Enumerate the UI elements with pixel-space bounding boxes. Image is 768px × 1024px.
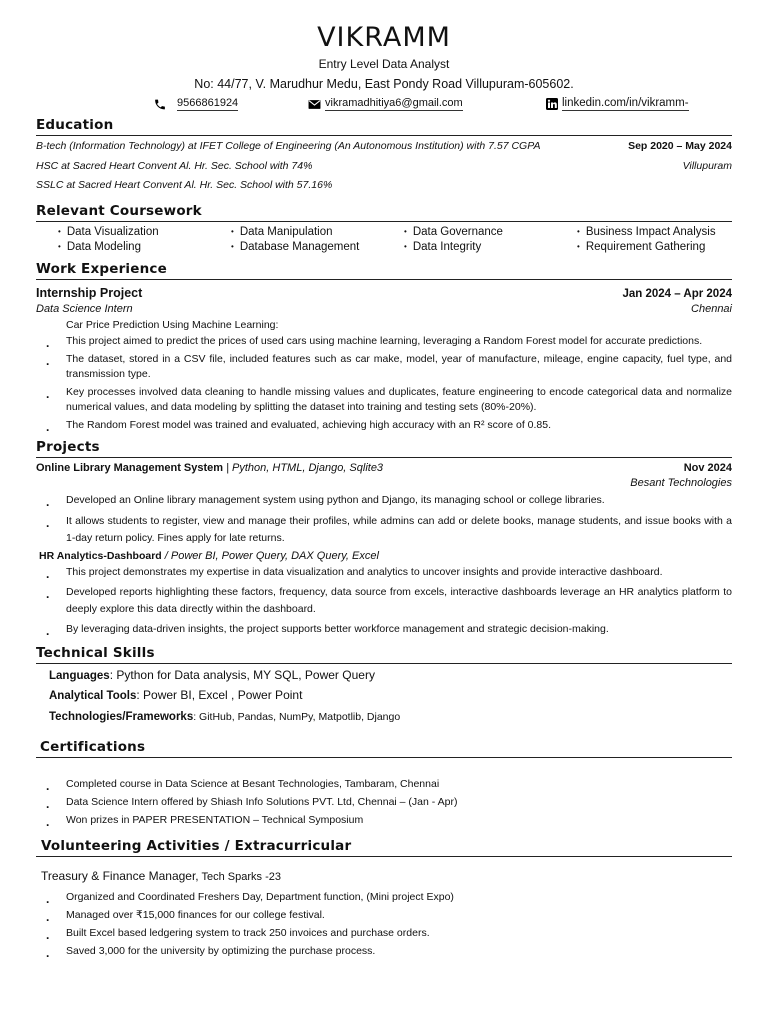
phone-number[interactable]: 9566861924	[177, 97, 239, 109]
project-title: Online Library Management System	[36, 461, 224, 474]
course-item: • Data Visualization	[58, 225, 231, 241]
list-item: . The Random Forest model was trained and evaluated, achieving high accuracy with an R² score of 0.85.	[36, 418, 732, 433]
list-item: . By leveraging data-driven insights, the project supports better workforce management and strategic decision-making.	[36, 622, 732, 637]
course-item: • Data Modeling	[58, 240, 231, 256]
skills-value: : GitHub, Pandas, NumPy, Matpotlib, Django	[193, 710, 401, 723]
work-location: Chennai	[691, 302, 732, 315]
volunteering-list	[36, 888, 732, 960]
skills-label: Technologies/Frameworks	[49, 710, 194, 723]
course-item: • Database Management	[231, 240, 404, 256]
education-row	[36, 137, 732, 157]
course-item: • Requirement Gathering	[577, 240, 754, 256]
linkedin-contact[interactable]	[546, 97, 689, 111]
work-dates: Jan 2024 – Apr 2024	[622, 287, 732, 300]
project-bullets	[36, 493, 732, 548]
skills-languages	[36, 666, 732, 687]
certifications-heading: Certifications	[36, 739, 732, 758]
linkedin-icon	[546, 98, 558, 110]
project-org: Besant Technologies	[630, 476, 732, 489]
education-section	[36, 117, 732, 196]
skills-value: : Power BI, Excel , Power Point	[136, 688, 303, 702]
coursework-section	[36, 203, 732, 256]
skills-heading: Technical Skills	[36, 645, 732, 664]
course-item: • Data Integrity	[404, 240, 577, 256]
list-item: . Developed an Online library management system using python and Django, its managing school or college libraries.	[36, 493, 732, 508]
list-item: . Saved 3,000 for the university by optimizing the purchase process.	[36, 942, 732, 960]
list-item: . Completed course in Data Science at Besant Technologies, Tambaram, Chennai	[36, 775, 732, 793]
volunteering-section	[36, 838, 732, 960]
education-heading: Education	[36, 117, 732, 136]
volunteering-heading: Volunteering Activities / Extracurricular	[36, 838, 732, 857]
education-degree: B-tech (Information Technology) at IFET College of Engineering (An Autonomous Institution) with 7.57 CGPA	[36, 140, 541, 152]
candidate-name: VIKRAMM	[317, 22, 451, 53]
projects-heading: Projects	[36, 439, 732, 458]
list-item: . Developed reports highlighting these factors, frequency, data source from excels, interactive dashboards leverage an HR analytics platform to deeply explore this data directly within the dashboard.	[36, 584, 732, 618]
email-contact[interactable]	[308, 97, 463, 111]
coursework-grid	[36, 225, 732, 256]
list-item: . This project aimed to predict the prices of used cars using machine learning, leveraging a Random Forest model for accurate predictions.	[36, 334, 732, 349]
project-bullets	[36, 565, 732, 637]
work-project-title: Car Price Prediction Using Machine Learning:	[66, 318, 279, 331]
list-item: . Built Excel based ledgering system to track 250 invoices and purchase orders.	[36, 924, 732, 942]
list-item: . The dataset, stored in a CSV file, included features such as car make, model, year of manufacture, mileage, engine capacity, fuel type, and transmission type.	[36, 352, 732, 382]
skills-section	[36, 645, 732, 728]
phone-icon	[153, 98, 167, 111]
education-dates: Sep 2020 – May 2024	[628, 140, 732, 152]
work-role: Data Science Intern	[36, 302, 133, 315]
education-location: Villupuram	[682, 159, 732, 172]
project-date: Nov 2024	[683, 461, 732, 474]
education-hsc: HSC at Sacred Heart Convent Al. Hr. Sec. School with 74%	[36, 159, 313, 172]
list-item: . It allows students to register, view and manage their profiles, while admins can add or delete books, manage students, and issue books with a 1-day return policy. Fines apply for late returns.	[36, 513, 732, 548]
work-heading: Work Experience	[36, 261, 732, 280]
work-bullets	[36, 334, 732, 433]
candidate-subtitle: Entry Level Data Analyst	[318, 57, 450, 71]
course-item: • Data Manipulation	[231, 225, 404, 241]
skills-tools	[36, 686, 732, 707]
project-tech: | Python, HTML, Django, Sqlite3	[223, 461, 384, 474]
skills-label: Analytical Tools	[49, 690, 137, 702]
education-row	[36, 157, 732, 177]
course-item: • Data Governance	[404, 225, 577, 241]
skills-technologies	[36, 707, 732, 728]
work-title-row	[36, 285, 732, 302]
project-title: HR Analytics-Dashboard	[39, 549, 162, 562]
list-item: . This project demonstrates my expertise in data visualization and analytics to uncover insights and provide interactive dashboard.	[36, 565, 732, 580]
project-title-row	[36, 548, 732, 565]
work-role-row	[36, 302, 732, 317]
list-item: . Managed over ₹15,000 finances for our college festival.	[36, 906, 732, 924]
certifications-list	[36, 775, 732, 829]
projects-section	[36, 439, 732, 637]
list-item: . Organized and Coordinated Freshers Day, Department function, (Mini project Expo)	[36, 888, 732, 906]
education-sslc: SSLC at Sacred Heart Convent Al. Hr. Sec. School with 57.16%	[36, 179, 333, 191]
work-section	[36, 261, 732, 433]
envelope-icon	[308, 99, 321, 110]
email-address[interactable]: vikramadhitiya6@gmail.com	[325, 97, 463, 109]
list-item: . Key processes involved data cleaning to handle missing values and duplicates, feature engineering to encode categorical data and normalize numerical values, and data modeling by splitting the dataset into training and testing sets (80%-20%).	[36, 385, 732, 415]
candidate-address: No: 44/77, V. Marudhur Medu, East Pondy Road Villupuram-605602.	[194, 77, 574, 91]
work-title: Internship Project	[36, 285, 143, 300]
skills-value: : Python for Data analysis, MY SQL, Power Query	[109, 667, 375, 682]
coursework-heading: Relevant Coursework	[36, 203, 732, 222]
volunteering-role: Treasury & Finance Manager,	[41, 869, 199, 883]
linkedin-url[interactable]: linkedin.com/in/vikramm-	[562, 97, 689, 109]
volunteering-org: Tech Sparks -23	[198, 871, 281, 883]
skills-label: Languages	[49, 669, 110, 682]
education-row	[36, 176, 732, 196]
certifications-section	[36, 739, 732, 829]
course-item: • Business Impact Analysis	[577, 225, 754, 241]
list-item: . Won prizes in PAPER PRESENTATION – Technical Symposium	[36, 811, 732, 829]
project-org-row	[36, 476, 732, 491]
resume-page	[36, 22, 732, 960]
contact-bar	[36, 95, 732, 115]
volunteering-role-row	[36, 868, 732, 886]
list-item: . Data Science Intern offered by Shiash Info Solutions PVT. Ltd, Chennai – (Jan - Apr)	[36, 793, 732, 811]
phone-contact[interactable]	[153, 97, 238, 111]
project-tech: / Power BI, Power Query, DAX Query, Excel	[161, 549, 379, 562]
project-title-row	[36, 460, 732, 476]
